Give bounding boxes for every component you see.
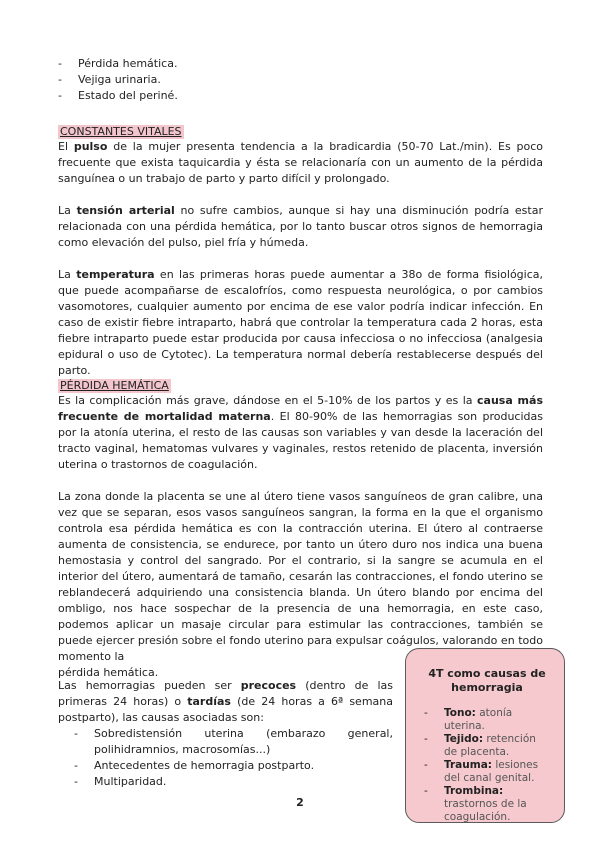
paragraph-pulso: El pulso de la mujer presenta tendencia a la bradicardia (50-70 Lat./min). Es poco frecuente que exista taquicardia y ésta se relacionaría con un aumento de la pérdida sanguínea o un trabajo de parto y parto difícil y prolongado. [58,140,543,185]
list-item: - Antecedentes de hemorragia postparto. [74,758,393,774]
list-item: - Trauma: lesiones del canal genital. [422,759,552,785]
paragraph-placenta-end: pérdida hemática. [58,666,159,679]
list-item: - Sobredistensión uterina (embarazo general, polihidramnios, macrosomías...) [74,726,393,758]
top-list [58,56,543,104]
list-item: - Multiparidad. [74,774,393,790]
paragraph-placenta: La zona donde la placenta se une al útero tiene vasos sanguíneos de gran calibre, una vez que se separan, esos vasos sanguíneos sangran, la forma en la que el organismo controla esa pérdida hemática es con la contracción uterina. El útero al contraerse aumenta de consistencia, se endurece, por tanto un útero duro nos indica una buena hemostasia y control del sangrado. Por el contrario, si la sangre se acumula en el interior del útero, aumentará de tamaño, cesarán las contracciones, el fondo uterino se reblandecerá adquiriendo una consistencia blanda. Un útero blando por encima del ombligo, nos hace sospechar de la presencia de una hemorragia, en este caso, podemos aplicar un masaje circular para estimular las contracciones, también se puede ejercer presión sobre el fondo uterino para expulsar coágulos, valorando en todo momento la [58,490,543,663]
paragraph-tension: La tensión arterial no sufre cambios, aunque si hay una disminución podría estar relacionada con una pérdida hemática, por lo tanto buscar otros signos de hemorragia como elevación del pulso, piel fría y húmeda. [58,204,543,249]
list-item: - Estado del periné. [58,88,543,104]
paragraph-hemorragias: Las hemorragias pueden ser precoces (dentro de las primeras 24 horas) o tardías (de 24 horas a 6ª semana postparto), las causas asociadas son: [58,679,394,724]
section-constantes [58,120,543,379]
paragraph-complicacion: Es la complicación más grave, dándose en el 5-10% de los partos y es la causa más frecuente de mortalidad materna. El 80-90% de las hemorragias son producidas por la atonía uterina, el resto de las causas son variables y van desde la laceración del tracto vaginal, hematomas vulvares y vaginales, restos retenido de placenta, inversión uterina o trastornos de coagulación. [58,394,543,471]
paragraph-temperatura: La temperatura en las primeras horas puede aumentar a 38o de forma fisiológica, que puede acompañarse de escalofríos, como respuesta neurológica, o por cambios vasomotores, cualquier aumento por encima de ese valor podría indicar infección. En caso de existir fiebre intraparto, habrá que controlar la temperatura cada 2 horas, esta fiebre intraparto puede estar producida por causa infecciosa o no infecciosa (analgesia epidural o uso de Cytotec). La temperatura normal debería restablecerse después del parto. [58,268,543,377]
section-heading: CONSTANTES VITALES [60,125,182,138]
list-item: - Pérdida hemática. [58,56,543,72]
list-item: - Tejido: retención de placenta. [422,733,552,759]
section-hemorragias [58,678,393,790]
section-heading: PÉRDIDA HEMÁTICA [60,379,169,392]
list-item: - Vejiga urinaria. [58,72,543,88]
list-item: - Trombina: trastornos de la coagulación. [422,785,552,824]
page-number: 2 [296,796,304,809]
list-item: - Tono: atonía uterina. [422,707,552,733]
causes-list [74,726,393,790]
section-perdida [58,374,543,681]
callout-title: 4T como causas de hemorragia [428,667,546,694]
